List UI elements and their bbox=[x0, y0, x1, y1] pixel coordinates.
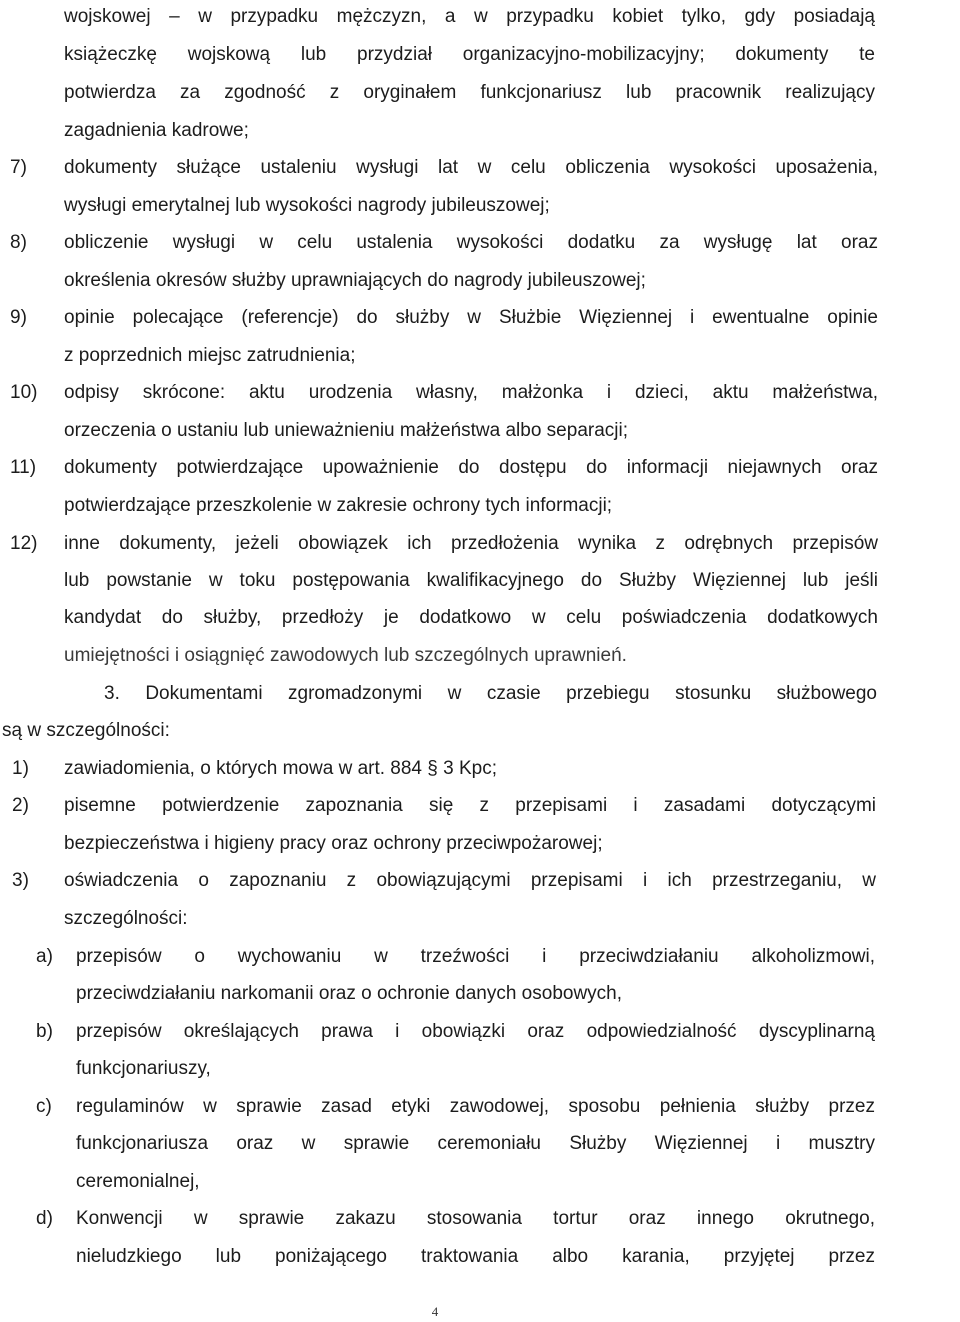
list-item-line: oświadczenia o zapoznaniu z obowiązującymi przepisami i ich przestrzeganiu, w bbox=[64, 870, 876, 891]
sub-item-letter: a) bbox=[36, 946, 53, 967]
list-item-line: opinie polecające (referencje) do służby w Służbie Więziennej i ewentualne opinie bbox=[64, 307, 878, 328]
intro-line: wojskowej – w przypadku mężczyzn, a w przypadku kobiet tylko, gdy posiadają bbox=[64, 6, 875, 27]
list-item-line: zawiadomienia, o których mowa w art. 884 § 3 Kpc; bbox=[64, 758, 497, 779]
list-item-line: dokumenty potwierdzające upoważnienie do dostępu do informacji niejawnych oraz bbox=[64, 457, 878, 478]
sub-item-letter: c) bbox=[36, 1096, 52, 1117]
page-number: 4 bbox=[431, 1304, 439, 1319]
list-item-line: odpisy skrócone: aktu urodzenia własny, małżonka i dzieci, aktu małżeństwa, bbox=[64, 382, 878, 403]
sub-item-line: funkcjonariuszy, bbox=[76, 1058, 211, 1079]
list-item-line: obliczenie wysługi w celu ustalenia wysokości dodatku za wysługę lat oraz bbox=[64, 232, 878, 253]
sub-item-letter: d) bbox=[36, 1208, 53, 1229]
list-item-number: 1) bbox=[12, 758, 29, 779]
list-item-line: umiejętności i osiągnięć zawodowych lub szczególnych uprawnień. bbox=[64, 645, 627, 666]
list-item-number: 7) bbox=[10, 157, 27, 178]
list-item-number: 11) bbox=[10, 457, 37, 478]
list-item-number: 8) bbox=[10, 232, 27, 253]
sub-item-line: przepisów określających prawa i obowiązki oraz odpowiedzialność dyscyplinarną bbox=[76, 1021, 875, 1042]
list-item-line: wysługi emerytalnej lub wysokości nagrody jubileuszowej; bbox=[64, 195, 550, 216]
list-item-line: potwierdzające przeszkolenie w zakresie ochrony tych informacji; bbox=[64, 495, 613, 516]
list-item-number: 12) bbox=[10, 533, 38, 554]
list-item-number: 2) bbox=[12, 795, 29, 816]
list-item-line: inne dokumenty, jeżeli obowiązek ich przedłożenia wynika z odrębnych przepisów bbox=[64, 533, 878, 554]
sub-item-line: Konwencji w sprawie zakazu stosowania tortur oraz innego okrutnego, bbox=[76, 1208, 875, 1229]
section-3-line: 3. Dokumentami zgromadzonymi w czasie przebiegu stosunku służbowego bbox=[104, 683, 877, 704]
intro-line: potwierdza za zgodność z oryginałem funkcjonariusz lub pracownik realizujący bbox=[64, 82, 875, 103]
sub-item-line: regulaminów w sprawie zasad etyki zawodowej, sposobu pełnienia służby przez bbox=[76, 1096, 875, 1117]
list-item-number: 10) bbox=[10, 382, 38, 403]
sub-item-line: przeciwdziałaniu narkomanii oraz o ochronie danych osobowych, bbox=[76, 983, 623, 1004]
list-item-line: orzeczenia o ustaniu lub unieważnieniu małżeństwa albo separacji; bbox=[64, 420, 628, 441]
sub-item-letter: b) bbox=[36, 1021, 53, 1042]
intro-line: książeczkę wojskową lub przydział organizacyjno-mobilizacyjny; dokumenty te bbox=[64, 44, 875, 65]
list-item-line: z poprzednich miejsc zatrudnienia; bbox=[64, 345, 356, 366]
sub-item-line: przepisów o wychowaniu w trzeźwości i przeciwdziałaniu alkoholizmowi, bbox=[76, 946, 875, 967]
sub-item-line: nieludzkiego lub poniżającego traktowania albo karania, przyjętej przez bbox=[76, 1246, 875, 1267]
list-item-number: 9) bbox=[10, 307, 27, 328]
list-item-line: pisemne potwierdzenie zapoznania się z przepisami i zasadami dotyczącymi bbox=[64, 795, 876, 816]
list-item-line: kandydat do służby, przedłoży je dodatkowo w celu poświadczenia dodatkowych bbox=[64, 607, 878, 628]
section-3-line: są w szczególności: bbox=[2, 720, 170, 741]
list-item-line: określenia okresów służby uprawniających do nagrody jubileuszowej; bbox=[64, 270, 646, 291]
sub-item-line: funkcjonariusza oraz w sprawie ceremoniału Służby Więziennej i musztry bbox=[76, 1133, 875, 1154]
list-item-line: lub powstanie w toku postępowania kwalifikacyjnego do Służby Więziennej lub jeśli bbox=[64, 570, 878, 591]
list-item-number: 3) bbox=[12, 870, 29, 891]
list-item-line: szczególności: bbox=[64, 908, 188, 929]
list-item-line: bezpieczeństwa i higieny pracy oraz ochrony przeciwpożarowej; bbox=[64, 833, 603, 854]
sub-item-line: ceremonialnej, bbox=[76, 1171, 200, 1192]
list-item-line: dokumenty służące ustaleniu wysługi lat w celu obliczenia wysokości uposażenia, bbox=[64, 157, 878, 178]
intro-line: zagadnienia kadrowe; bbox=[64, 120, 249, 141]
